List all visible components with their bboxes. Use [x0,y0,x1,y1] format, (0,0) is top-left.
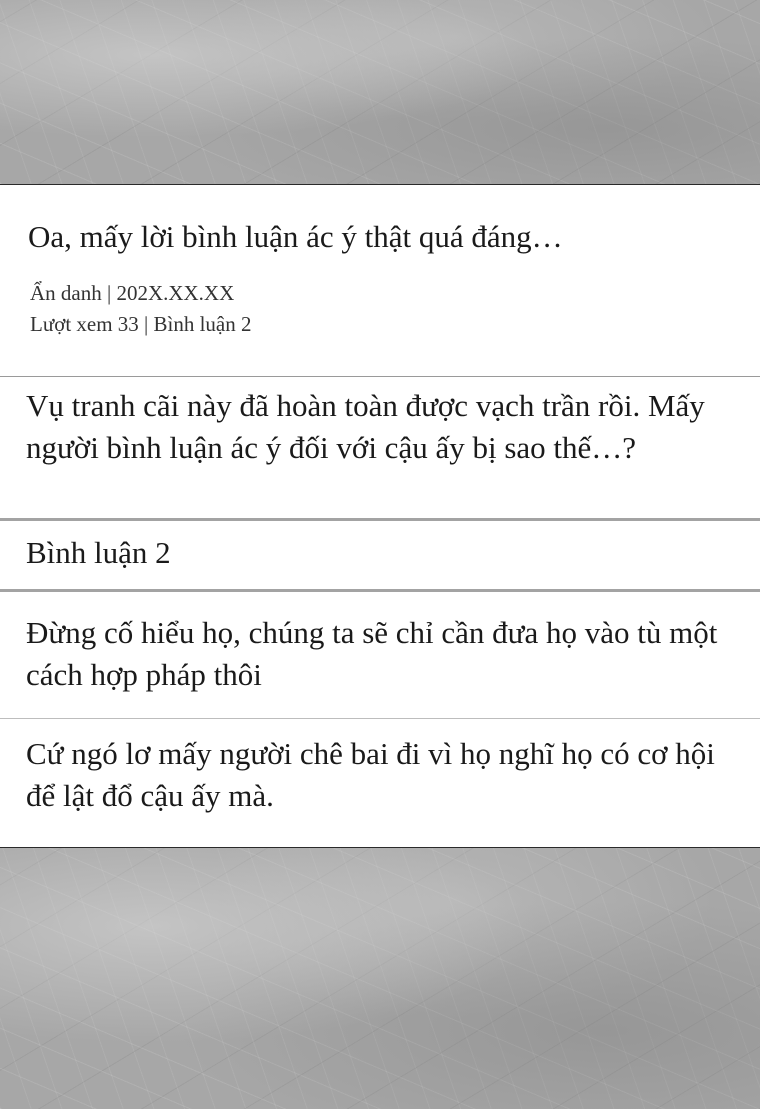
background-texture-top [0,0,760,184]
post-body-text: Vụ tranh cãi này đã hoàn toàn được vạch trần rồi. Mấy người bình luận ác ý đối với cậu ấy bị sao thế…? [26,388,705,465]
post-stats: Lượt xem 33 | Bình luận 2 [30,312,252,336]
comment-item [0,719,760,847]
post-author-date: Ẩn danh | 202X.XX.XX [30,281,235,305]
comment-count-label: Bình luận 2 [26,535,171,570]
post-header [0,185,760,377]
comment-text: Cứ ngó lơ mấy người chê bai đi vì họ nghĩ họ có cơ hội để lật đổ cậu ấy mà. [26,736,715,813]
background-texture-bottom [0,848,760,1109]
comment-text: Đừng cố hiểu họ, chúng ta sẽ chỉ cần đưa họ vào tù một cách hợp pháp thôi [26,615,718,692]
post-card [0,184,760,848]
post-title: Oa, mấy lời bình luận ác ý thật quá đáng… [28,219,563,254]
post-body [0,377,760,521]
comment-item [0,592,760,719]
comments-header [0,521,760,592]
